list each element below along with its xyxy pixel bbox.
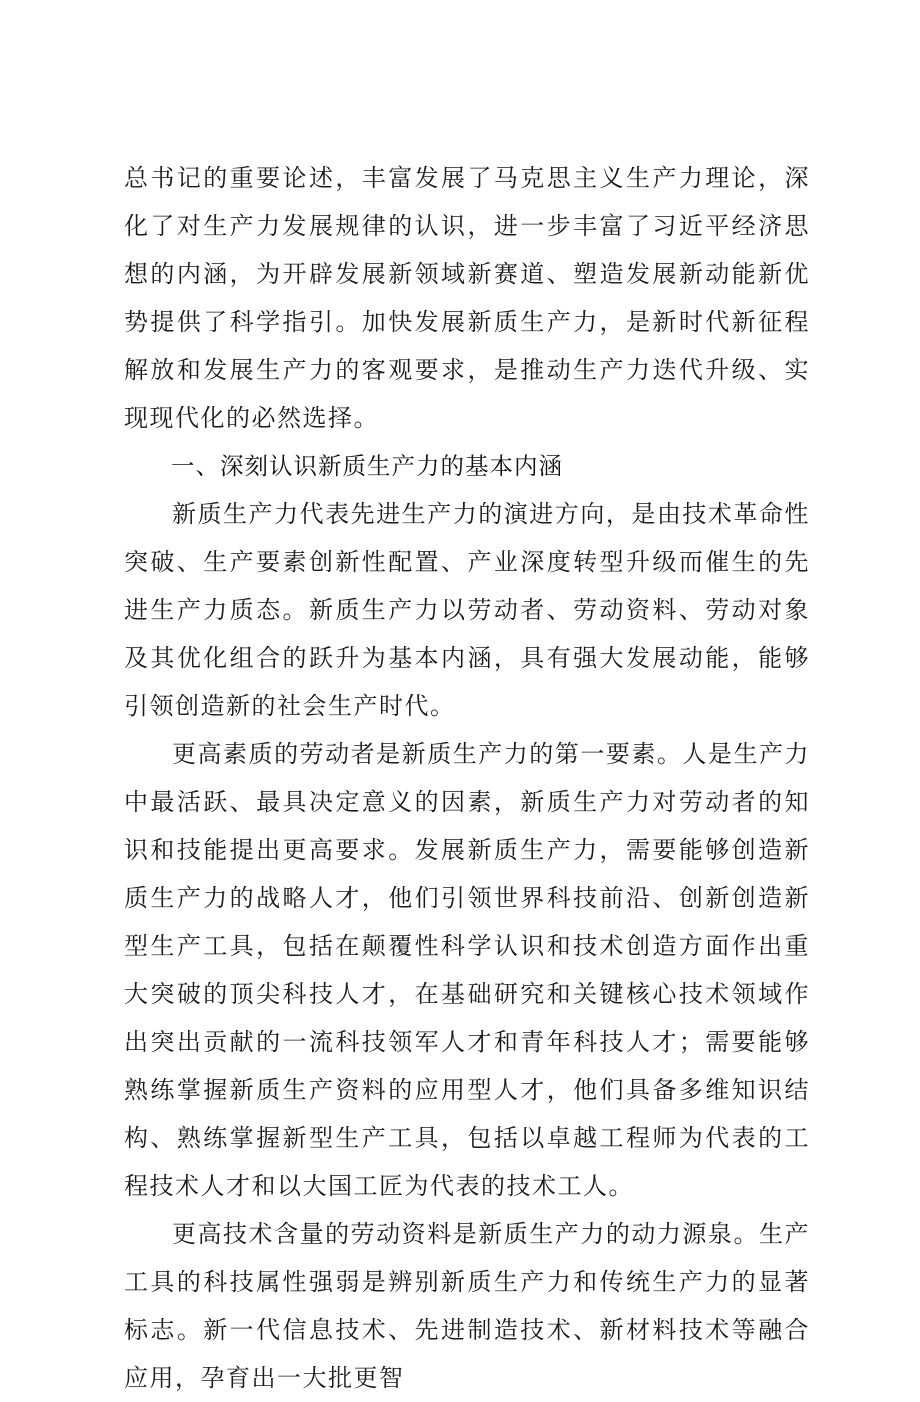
paragraph-basic-connotation: 新质生产力代表先进生产力的演进方向，是由技术革命性突破、生产要素创新性配置、产业深度转型升级而催生的先进生产力质态。新质生产力以劳动者、劳动资料、劳动对象及其优化组合的跃升为基本内涵，具有强大发展动能，能够引领创造新的社会生产时代。: [124, 500, 810, 720]
paragraph-laborers: 更高素质的劳动者是新质生产力的第一要素。人是生产力中最活跃、最具决定意义的因素，新质生产力对劳动者的知识和技能提出更高要求。发展新质生产力，需要能够创造新质生产力的战略人才，他们引领世界科技前沿、创新创造新型生产工具，包括在颠覆性科学认识和技术创造方面作出重大突破的顶尖科技人才，在基础研究和关键核心技术领域作出突出贡献的一流科技领军人才和青年科技人才；需要能够熟练掌握新质生产资料的应用型人才，他们具备多维知识结构、熟练掌握新型生产工具，包括以卓越工程师为代表的工程技术人才和以大国工匠为代表的技术工人。: [124, 740, 810, 1200]
paragraph-intro-continued: 总书记的重要论述，丰富发展了马克思主义生产力理论，深化了对生产力发展规律的认识，进一步丰富了习近平经济思想的内涵，为开辟发展新领域新赛道、塑造发展新动能新优势提供了科学指引。加快发展新质生产力，是新时代新征程解放和发展生产力的客观要求，是推动生产力迭代升级、实现现代化的必然选择。: [124, 164, 810, 432]
document-body: [124, 154, 810, 1402]
section-heading: 一、深刻认识新质生产力的基本内涵: [171, 452, 563, 480]
paragraph-means-of-labor: 更高技术含量的劳动资料是新质生产力的动力源泉。生产工具的科技属性强弱是辨别新质生产力和传统生产力的显著标志。新一代信息技术、先进制造技术、新材料技术等融合应用，孕育出一大批更智: [124, 1220, 810, 1392]
